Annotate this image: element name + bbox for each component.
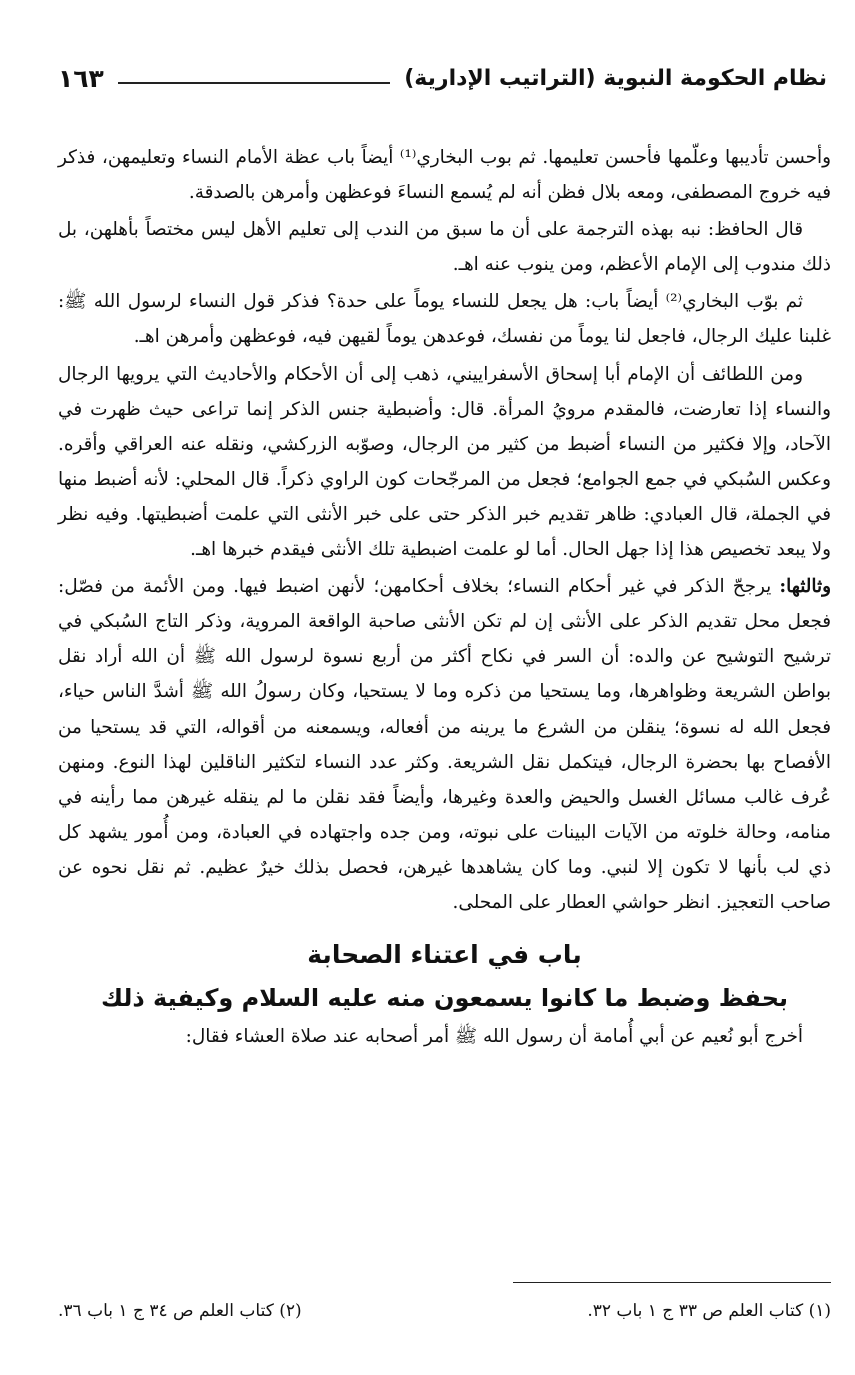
footnote-1: (١) كتاب العلم ص ٣٣ ج ١ باب ٣٢. xyxy=(587,1301,831,1321)
footnote-row xyxy=(58,1301,831,1321)
section-heading: باب في اعتناء الصحابة xyxy=(307,940,582,970)
footnotes xyxy=(58,1282,831,1321)
paragraph: وأحسن تأديبها وعلّمها فأحسن تعليمها. ثم بوب البخاري⁽¹⁾ أيضاً باب عظة الأمام النساء وتعليمهن، فذكر فيه خروج المصطفى، ومعه بلال فظن أنه لم يُسمع النساءَ فوعظهن وأمرهن بالصدقة. xyxy=(58,147,831,204)
page-number: ١٦٣ xyxy=(58,63,104,93)
paragraph: ثم بوّب البخاري⁽²⁾ أيضاً باب: هل يجعل للنساء يوماً على حدة؟ فذكر قول النساء لرسول الله ﷺ: غلبنا عليك الرجال، فاجعل لنا يوماً من نفسك، فوعدهن يوماً لقيهن فيه، فوعظهن وأمرهن اهـ. xyxy=(58,291,831,348)
section-subheading: بحفظ وضبط ما كانوا يسمعون منه عليه السلام وكيفية ذلك xyxy=(100,984,788,1013)
header-rule xyxy=(118,82,390,84)
footnote-2: (٢) كتاب العلم ص ٣٤ ج ١ باب ٣٦. xyxy=(58,1301,302,1321)
paragraph-thalith xyxy=(58,569,831,920)
footnote-rule xyxy=(513,1282,831,1283)
paragraph-text: يرجحّ الذكر في غير أحكام النساء؛ بخلاف أحكامهن؛ لأنهن اضبط فيها. ومن الأئمة من فصّل: فجعل محل تقديم الذكر على الأنثى إن لم تكن الأنثى صاحبة الواقعة المروية، وذكر التاج السُبكي في ترشيح التوشيح عن والده: أن السر في نكاح أكثر من أربع نسوة لرسول الله ﷺ أن الله أراد نقل بواطن الشريعة وظواهرها، وما يستحيا من ذكره وما لا يستحيا، وكان رسولُ الله ﷺ أشدَّ الناس حياء، فجعل الله له نسوة؛ ينقلن من الشرع ما يرينه من أفعاله، ويسمعنه من أقواله، التي قد يستحيا من الأفصاح بها بحضرة الرجال، فيتكمل نقل الشريعة. وكثر عدد النساء لتكثير الناقلين لهذا النوع. ومنهن عُرف غالب مسائل الغسل والحيض والعدة وغيرها، وأيضاً فقد نقلن ما لم ينقله غيرهن مما رأينه في منامه، وحالة خلوته من الآيات البينات على نبوته، ومن جده واجتهاده في العبادة، ومن أُمور يشهد كل ذي لب بأنها لا تكون إلا لنبي. وما كان يشاهدها غيرهن، فحصل بذلك خيرٌ عظيم. ثم نقل نحوه عن صاحب التعجيز. انظر حواشي العطار على المحلى. xyxy=(58,576,831,913)
intro-line: أخرج أبو نُعيم عن أبي أُمامة أن رسول الله ﷺ أمر أصحابه عند صلاة العشاء فقال: xyxy=(185,1026,803,1048)
running-title: نظام الحكومة النبوية (التراتيب الإدارية) xyxy=(404,65,827,91)
paragraph: قال الحافظ: نبه بهذه الترجمة على أن ما سبق من الندب إلى تعليم الأهل ليس مختصاً بأهلهن، بل ذلك مندوب إلى الإمام الأعظم، ومن ينوب عنه اهـ. xyxy=(58,219,831,276)
paragraph-lead: وثالثها: xyxy=(779,576,831,598)
page-body xyxy=(58,140,831,1054)
paragraph: ومن اللطائف أن الإمام أبا إسحاق الأسفراييني، ذهب إلى أن الأحكام والأحاديث التي يرويها الرجال والنساء إذا تعارضت، فالمقدم مرويُ المرأة. قال: وأضبطية جنس الذكر إنما تراعى حيث ظهرت في الآحاد، وإلا فكثير من النساء أضبط من كثير من الرجال، وصوّبه الزركشي، ونقله عنه العراقي وأقره. وعكس السُبكي في جمع الجوامع؛ فجعل من المرجّحات كون الراوي ذكراً. قال المحلي: لأنه أضبط منها في الجملة، قال العبادي: ظاهر تقديم خبر الذكر حتى على خبر الأنثى التي علمت أضبطيتها. وفيه نظر ولا يبعد تخصيص هذا إذا جهل الحال. أما لو علمت اضبطية تلك الأنثى فيقدم خبرها اهـ. xyxy=(58,363,831,561)
page-header xyxy=(58,58,827,98)
